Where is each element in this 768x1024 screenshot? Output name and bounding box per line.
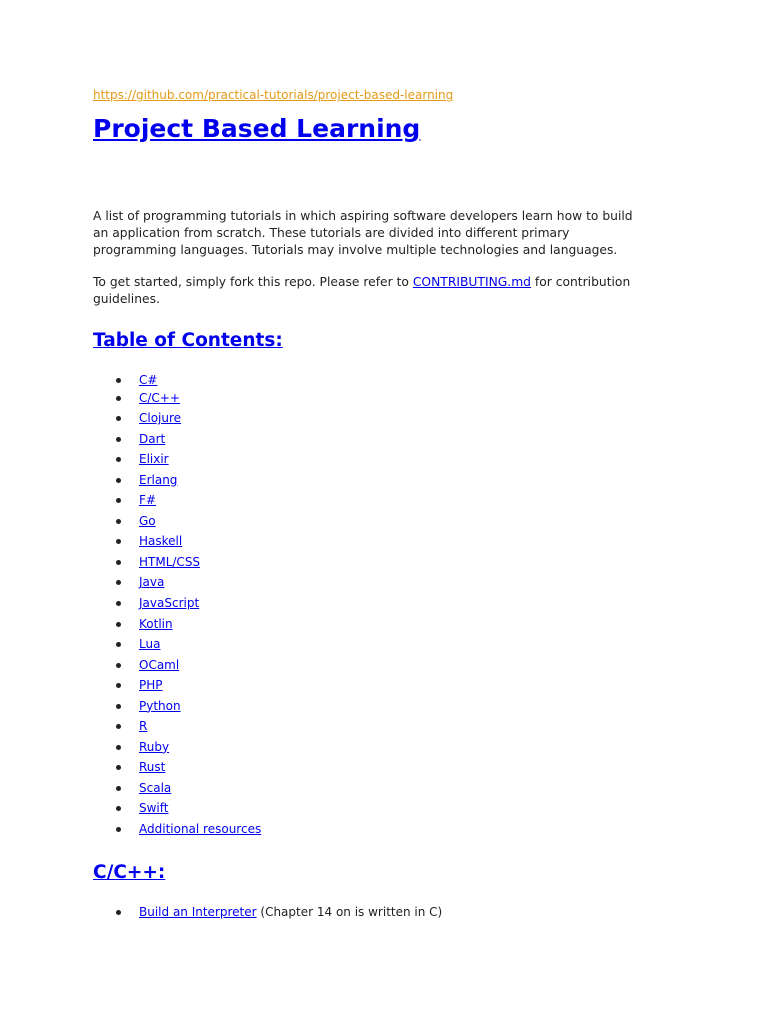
get-started-paragraph: [93, 274, 648, 308]
build-interpreter-note: (Chapter 14 on is written in C): [256, 905, 443, 919]
toc-item-swift: [93, 799, 261, 820]
bullet-icon: [116, 580, 121, 585]
toc-link-scala[interactable]: Scala: [139, 780, 172, 795]
toc-item-python: [93, 697, 261, 718]
toc-link-fsharp[interactable]: F#: [139, 493, 156, 508]
bullet-icon: [116, 519, 121, 524]
toc-item-rust: [93, 758, 261, 779]
toc-heading[interactable]: Table of Contents:: [93, 330, 283, 351]
bullet-icon: [116, 786, 121, 791]
toc-item-kotlin: [93, 615, 261, 636]
bullet-icon: [116, 498, 121, 503]
c-cpp-tutorial-item: [93, 903, 442, 921]
toc-link-dart[interactable]: Dart: [139, 431, 166, 446]
bullet-icon: [116, 683, 121, 688]
toc-link-rust[interactable]: Rust: [139, 760, 166, 775]
toc-item-java: [93, 573, 261, 594]
toc-item-ruby: [93, 738, 261, 759]
bullet-icon: [116, 378, 121, 383]
toc-link-javascript[interactable]: JavaScript: [139, 595, 200, 610]
toc-item-html-css: [93, 553, 261, 574]
bullet-icon: [116, 704, 121, 709]
bullet-icon: [116, 765, 121, 770]
toc-link-ruby[interactable]: Ruby: [139, 739, 170, 754]
c-cpp-section-heading[interactable]: C/C++:: [93, 862, 166, 883]
toc-link-clojure[interactable]: Clojure: [139, 411, 182, 426]
toc-item-additional-resources: [93, 820, 261, 841]
toc-item-r: [93, 717, 261, 738]
toc-link-c-cpp[interactable]: C/C++: [139, 390, 180, 405]
toc-item-elixir: [93, 450, 261, 471]
toc-item-scala: [93, 779, 261, 800]
bullet-icon: [116, 457, 121, 462]
bullet-icon: [116, 416, 121, 421]
toc-link-python[interactable]: Python: [139, 698, 181, 713]
source-url-link[interactable]: https://github.com/practical-tutorials/project-based-learning: [93, 88, 454, 102]
intro-paragraph: A list of programming tutorials in which aspiring software developers learn how to build an application from scratch. These tutorials are divided into different primary programming languages. Tutorials may involve multiple technologies and languages.: [93, 209, 633, 257]
bullet-icon: [116, 642, 121, 647]
toc-link-haskell[interactable]: Haskell: [139, 534, 183, 549]
toc-item-go: [93, 512, 261, 533]
bullet-icon: [116, 539, 121, 544]
get-started-text-before: To get started, simply fork this repo. Please refer to: [93, 275, 413, 289]
toc-item-php: [93, 676, 261, 697]
toc-item-fsharp: [93, 491, 261, 512]
toc-link-ocaml[interactable]: OCaml: [139, 657, 180, 672]
bullet-icon: [116, 437, 121, 442]
toc-item-javascript: [93, 594, 261, 615]
bullet-icon: [116, 478, 121, 483]
toc-item-c-cpp: [93, 389, 261, 410]
get-started-text-after: for contribution guidelines.: [93, 275, 631, 306]
toc-link-erlang[interactable]: Erlang: [139, 472, 178, 487]
toc-item-haskell: [93, 532, 261, 553]
bullet-icon: [116, 910, 121, 915]
toc-item-lua: [93, 635, 261, 656]
toc-link-swift[interactable]: Swift: [139, 801, 169, 816]
toc-link-csharp[interactable]: C#: [139, 373, 158, 387]
toc-link-java[interactable]: Java: [139, 575, 165, 590]
bullet-icon: [116, 724, 121, 729]
toc-link-php[interactable]: PHP: [139, 678, 163, 693]
page-title[interactable]: Project Based Learning: [93, 114, 421, 143]
toc-item-clojure: [93, 409, 261, 430]
toc-link-go[interactable]: Go: [139, 513, 156, 528]
toc-item-csharp: [93, 371, 261, 389]
bullet-icon: [116, 601, 121, 606]
contributing-link[interactable]: CONTRIBUTING.md: [412, 275, 531, 289]
toc-link-lua[interactable]: Lua: [139, 637, 161, 652]
bullet-icon: [116, 560, 121, 565]
toc-link-r[interactable]: R: [139, 719, 148, 734]
bullet-icon: [116, 806, 121, 811]
toc-item-dart: [93, 430, 261, 451]
toc-item-ocaml: [93, 656, 261, 677]
bullet-icon: [116, 745, 121, 750]
toc-link-additional-resources[interactable]: Additional resources: [139, 821, 262, 836]
toc-list: [93, 371, 261, 841]
toc-item-erlang: [93, 471, 261, 492]
bullet-icon: [116, 663, 121, 668]
bullet-icon: [116, 396, 121, 401]
toc-link-elixir[interactable]: Elixir: [139, 452, 169, 467]
build-interpreter-link[interactable]: Build an Interpreter: [139, 905, 257, 919]
c-cpp-tutorial-list: [93, 903, 442, 921]
toc-link-kotlin[interactable]: Kotlin: [139, 616, 173, 631]
bullet-icon: [116, 827, 121, 832]
bullet-icon: [116, 622, 121, 627]
toc-link-html-css[interactable]: HTML/CSS: [139, 554, 201, 569]
